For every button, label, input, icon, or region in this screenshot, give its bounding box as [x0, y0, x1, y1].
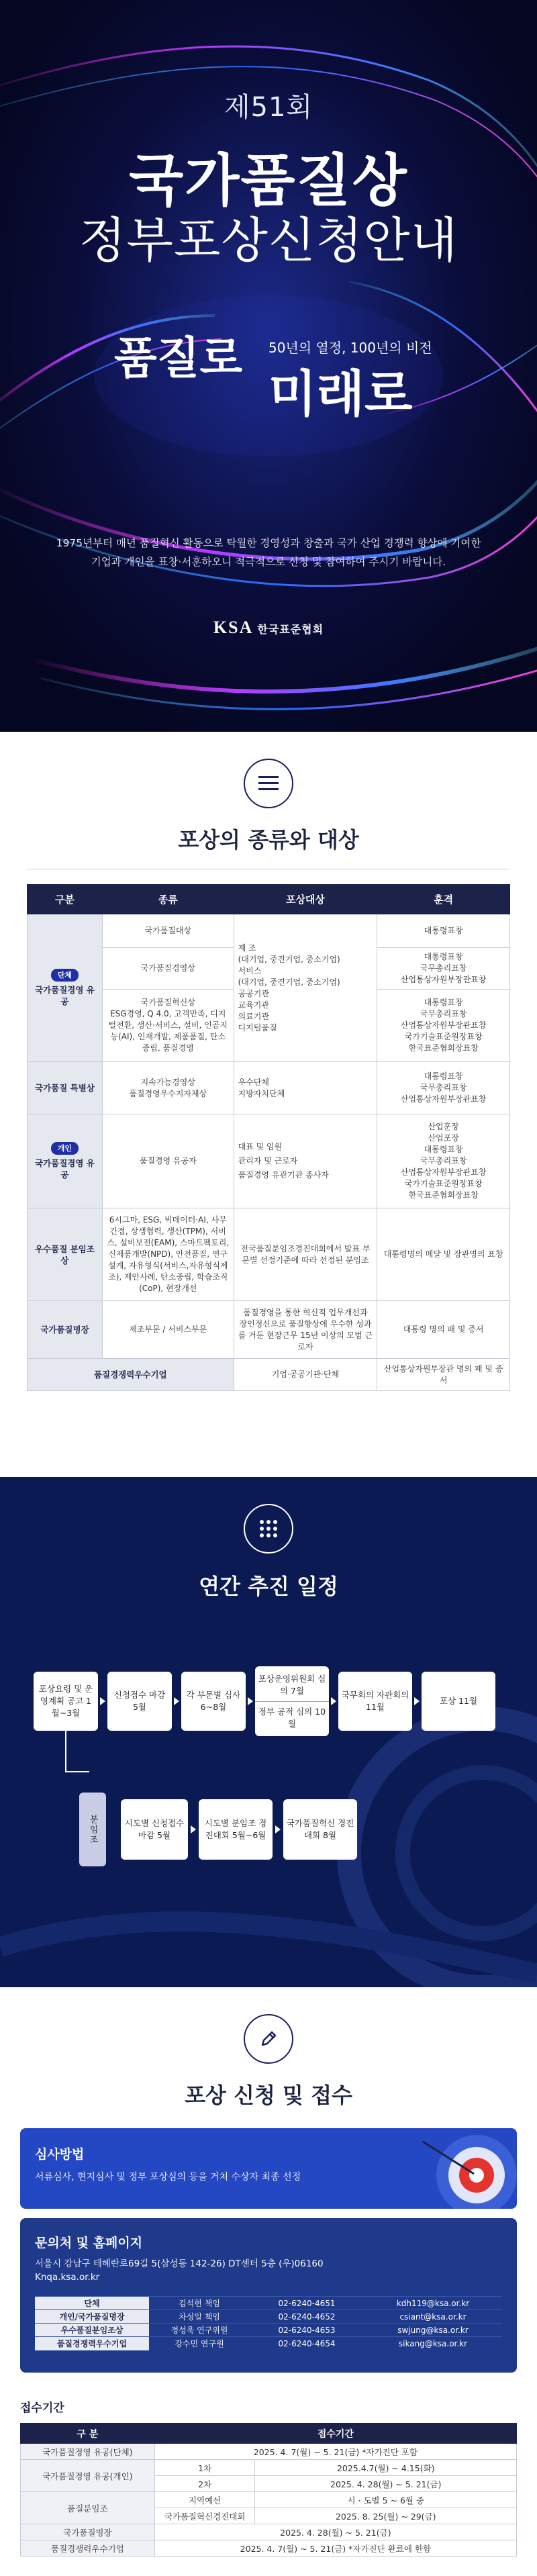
slogan-tagline: 50년의 열정, 100년의 비전: [268, 340, 432, 356]
category-cell: [28, 1114, 103, 1208]
step-announcement: 포상요령 및 운영계획 공고 1월~3월: [34, 1672, 98, 1731]
award-table: [27, 884, 510, 1391]
rank-line: 대통령표창: [424, 1145, 463, 1154]
table-row: [28, 1114, 510, 1208]
logo-mark: KSA: [213, 618, 254, 637]
target-line: 품질경영 유관기관 종사자: [238, 1170, 329, 1180]
target-line: 지방자치단체: [238, 1088, 285, 1098]
contact-email[interactable]: sikang@ksa.or.kr: [364, 2337, 502, 2350]
rank-cell: [377, 990, 510, 1062]
kind-cell: [102, 1062, 234, 1114]
kind-cell: 국가품질경영상: [102, 948, 234, 990]
step-national-contest: 국가품질혁신 경진대회 8월: [283, 1799, 357, 1860]
contact-phone[interactable]: 02-6240-4652: [250, 2310, 364, 2324]
table-row: [21, 2540, 517, 2557]
target-line: 교육기관: [238, 1000, 269, 1010]
period-category: 품질분임조: [21, 2492, 155, 2524]
rank-line: 대통령표창: [424, 952, 463, 961]
table-row: [21, 2460, 517, 2476]
header-target: 포상대상: [234, 885, 377, 914]
period-value: 2025. 4. 28(월) ~ 5. 21(금): [154, 2524, 516, 2540]
period-sub: 2차: [154, 2476, 255, 2492]
contact-table: [35, 2296, 502, 2350]
rank-cell: [377, 1114, 510, 1208]
rank-line: 산업통상자원부장관표창: [400, 1020, 487, 1030]
target-line: 대표 및 임원: [238, 1142, 283, 1151]
header-period: 접수기간: [154, 2424, 516, 2444]
target-line: 관리자 및 근로자: [238, 1156, 298, 1165]
period-table: [20, 2423, 517, 2557]
step-cabinet-meeting: 국무회의 자관회의 11월: [338, 1672, 412, 1731]
kind-cell: 제조부문 / 서비스부문: [102, 1301, 234, 1359]
header-category: 구분: [28, 885, 103, 914]
contact-phone[interactable]: 02-6240-4654: [250, 2337, 364, 2350]
category-cell: 국가품질명장: [28, 1301, 103, 1359]
award-types-section: [0, 732, 537, 1477]
table-row: [35, 2324, 502, 2337]
rank-line: 국무총리표창: [420, 963, 467, 973]
contact-email[interactable]: csiant@ksa.or.kr: [364, 2310, 502, 2324]
contact-address: [35, 2257, 324, 2284]
category-cell: [28, 914, 103, 1062]
step-regional-contest: 시도별 분임조 경진대회 5월~6월: [199, 1799, 273, 1860]
period-value: 2025. 8. 25(월) ~ 29(금): [255, 2508, 517, 2524]
rank-line: 대통령표창: [424, 1071, 463, 1081]
contact-email[interactable]: kdh119@ksa.or.kr: [364, 2297, 502, 2310]
table-row: [21, 2492, 517, 2508]
kind-title: 국가품질혁신상: [140, 998, 195, 1007]
target-cell: 기업·공공기관·단체: [234, 1359, 377, 1391]
table-row: [28, 1301, 510, 1359]
category-cell: 우수품질 분임조상: [28, 1208, 103, 1301]
kind-line: 품질경영우수지자체상: [129, 1088, 207, 1098]
rank-cell: [377, 1062, 510, 1114]
menu-lines-icon: [244, 759, 293, 808]
target-cell: [234, 1114, 377, 1208]
table-row: [35, 2297, 502, 2310]
review-method-desc: 서류심사, 현지심사 및 정부 포상심의 등을 거쳐 수상자 최종 선정: [35, 2172, 301, 2183]
target-cell: [234, 1062, 377, 1114]
slogan-word-2: 미래로: [268, 365, 413, 423]
period-sub: 국가품질혁신경진대회: [154, 2508, 255, 2524]
contact-title: 문의처 및 홈페이지: [35, 2236, 143, 2250]
table-row: [35, 2310, 502, 2324]
contact-category: 개인/국가품질명장: [35, 2310, 149, 2324]
rank-line: 산업훈장: [428, 1122, 459, 1131]
period-title: 접수기간: [20, 2401, 64, 2415]
target-line: 디지털품질: [238, 1022, 277, 1033]
target-line: 서비스: [238, 965, 262, 975]
rank-line: 국가기술표준원장표창: [404, 1032, 483, 1041]
contact-category: 품질경쟁력우수기업: [35, 2337, 149, 2350]
pencil-icon: [244, 2014, 293, 2064]
hero-slogan: [114, 322, 432, 423]
period-value: 2025.4.7(월) ~ 4.15(화): [255, 2460, 517, 2476]
hero-description: [40, 534, 497, 571]
arrow-right-icon: [191, 1825, 196, 1833]
category-cell: 국가품질 특별상: [28, 1062, 103, 1114]
target-line: 우수단체: [238, 1077, 269, 1087]
rank-line: 한국표준협회장표창: [408, 1043, 479, 1053]
step-application-deadline: 신청접수 마감 5월: [107, 1672, 172, 1731]
group-chip: 단체: [51, 969, 79, 982]
target-line: 공공기관: [238, 988, 269, 998]
table-row: [35, 2337, 502, 2350]
hero-description-line: 1975년부터 매년 품질혁신 활동으로 탁월한 경영성과 창출과 국가 산업 경쟁력 향상에 기여한: [56, 537, 481, 549]
connector-line: [65, 1771, 89, 1772]
target-line: 제 조: [238, 943, 256, 953]
contact-category: 단체: [35, 2297, 149, 2310]
connector-line: [65, 1731, 66, 1772]
period-value: 시 · 도별 5 ~ 6월 중: [255, 2492, 517, 2508]
kind-cell: [102, 990, 234, 1062]
rank-cell: 산업통상자원부장관 명의 패 및 증서: [377, 1359, 510, 1391]
period-sub: 지역예선: [154, 2492, 255, 2508]
category-name: 국가품질경영 유공: [34, 1158, 95, 1180]
rank-line: 국가기술표준원장표창: [404, 1179, 483, 1188]
application-section: [0, 1987, 537, 2576]
rank-line: 산업포장: [428, 1133, 459, 1143]
rank-line: 산업통상자원부장관표창: [400, 975, 487, 984]
hero-description-line: 기업과 개인을 표창·서훈하오니 적극적으로 신청 및 참여하여 주시기 바랍니다.: [91, 556, 446, 568]
table-row: [28, 1208, 510, 1301]
step-category-review: 각 부문별 심사 6~8월: [181, 1672, 246, 1731]
contact-box: [20, 2218, 517, 2373]
rank-cell: 대통령표창: [377, 914, 510, 948]
period-value: 2025. 4. 7(월) ~ 5. 21(금) *자가진단 포함: [154, 2444, 516, 2460]
contact-person: 김석현 책임: [149, 2297, 250, 2310]
slogan-word-1: 품질로: [114, 332, 243, 384]
hero-edition: 제51회: [224, 92, 313, 123]
arrow-right-icon: [100, 1697, 105, 1705]
rank-line: 국무총리표창: [420, 1009, 467, 1018]
rank-cell: 대통령 명의 패 및 증서: [377, 1301, 510, 1359]
target-line: (대기업, 중견기업, 중소기업): [238, 977, 340, 987]
arrow-right-icon: [174, 1697, 179, 1705]
annual-schedule-section: [0, 1477, 537, 1987]
arrow-right-icon: [414, 1697, 420, 1705]
step-committee-review: [255, 1666, 329, 1736]
step-regional-deadline: 시도별 신청접수 마감 5월: [121, 1799, 188, 1860]
header-category: 구 분: [21, 2424, 155, 2444]
hero-subtitle: 정부포상신청안내: [79, 212, 458, 269]
contact-person: 정성욱 연구위원: [149, 2324, 250, 2337]
address-text: 서울시 강남구 테헤란로69길 5(삼성동 142-26) DT센터 5층 (우)06160: [35, 2258, 324, 2269]
contact-person: 차성일 책임: [149, 2310, 250, 2324]
period-category: 국가품질경영 유공(개인): [21, 2460, 155, 2492]
contact-category: 우수품질분임조상: [35, 2324, 149, 2337]
kind-cell: 품질경영 유공자: [102, 1114, 234, 1208]
rank-cell: 대통령명의 메달 및 장관명의 표창: [377, 1208, 510, 1301]
hero-title: 국가품질상: [129, 148, 408, 213]
period-value: 2025. 4. 28(월) ~ 5. 21(금): [255, 2476, 517, 2492]
target-cell: [234, 914, 377, 1062]
rank-cell: [377, 948, 510, 990]
kind-desc: ESG경영, Q 4.0, 고객만족, 디지털전환, 생산·서비스, 설비, 인공지능(AI), 인재개발, 제품품질, 탄소중립, 품질경영: [108, 1009, 228, 1053]
period-value: 2025. 4. 7(월) ~ 5. 21(금) *자가진단 완료에 한함: [154, 2540, 516, 2557]
rank-line: 국무총리표창: [420, 1083, 467, 1092]
table-row: [21, 2524, 517, 2540]
target-cell: 전국품질분임조경진대회에서 발표 부문별 선정기준에 따라 선정된 분임조: [234, 1208, 377, 1301]
branch-label-team: 분임조: [79, 1793, 106, 1866]
arrow-right-icon: [331, 1697, 336, 1705]
category-name: 국가품질경영 유공: [34, 985, 95, 1006]
hero-banner: [0, 0, 537, 732]
table-header-row: [28, 885, 510, 914]
rank-line: 한국표준협회장표창: [408, 1190, 479, 1200]
table-row: [28, 1062, 510, 1114]
review-method-box: [20, 2128, 517, 2209]
step-ceremony: 포상 11월: [422, 1672, 495, 1731]
target-dart-icon: [342, 2128, 517, 2209]
contact-phone[interactable]: 02-6240-4651: [250, 2297, 364, 2310]
ksa-logo: [0, 618, 537, 638]
period-category: 국가품질명장: [21, 2524, 155, 2540]
contact-person: 강수민 연구원: [149, 2337, 250, 2350]
rank-line: 산업통상자원부장관표창: [400, 1167, 487, 1177]
header-kind: 종류: [102, 885, 234, 914]
period-sub: 1차: [154, 2460, 255, 2476]
header-rank: 훈격: [377, 885, 510, 914]
committee-review-label: 포상운영위원회 심의 7월: [255, 1669, 329, 1702]
kind-cell: 국가품질대상: [102, 914, 234, 948]
target-line: 의료기관: [238, 1011, 269, 1021]
category-cell: 품질경쟁력우수기업: [28, 1359, 234, 1391]
rank-line: 산업통상자원부장관표창: [400, 1094, 487, 1104]
contact-phone[interactable]: 02-6240-4653: [250, 2324, 364, 2337]
review-method-title: 심사방법: [35, 2147, 85, 2162]
target-cell: 품질경영을 통한 혁신적 업무개선과 장인정신으로 품질향상에 우수한 성과를 거둔 현장근무 15년 이상의 모범 근로자: [234, 1301, 377, 1359]
dots-grid-icon: [244, 1504, 293, 1554]
period-category: 국가품질경영 유공(단체): [21, 2444, 155, 2460]
table-header-row: [21, 2424, 517, 2444]
contact-email[interactable]: swjung@ksa.or.kr: [364, 2324, 502, 2337]
kind-line: 지속가능경영상: [140, 1077, 195, 1087]
target-line: (대기업, 중견기업, 중소기업): [238, 954, 340, 964]
award-section-title: 포상의 종류와 대상: [178, 827, 359, 853]
table-row: [28, 914, 510, 948]
logo-name: 한국표준협회: [257, 623, 324, 636]
group-chip: 개인: [51, 1142, 79, 1155]
schedule-section-title: 연간 추진 일정: [199, 1574, 338, 1599]
rank-line: 대통령표창: [424, 998, 463, 1007]
kind-cell: 6시그마, ESG, 빅데이터·AI, 사무간접, 상생협력, 생산(TPM), 서비스, 설비보전(EAM), 스마트팩토리, 신제품개발(NPD), 안전품질, 연구설계, 자유형식(서비스,자유형식제조), 제안사례, 탄소중립, 학습조직(CoP), 현장개선: [102, 1208, 234, 1301]
rank-line: 국무총리표창: [420, 1156, 467, 1165]
table-row: [21, 2444, 517, 2460]
arrow-right-icon: [275, 1825, 281, 1833]
arrow-right-icon: [248, 1697, 253, 1705]
homepage-link[interactable]: Knqa.ksa.or.kr: [35, 2272, 100, 2283]
period-category: 품질경쟁력우수기업: [21, 2540, 155, 2557]
table-row: [28, 1359, 510, 1391]
application-section-title: 포상 신청 및 접수: [185, 2083, 352, 2108]
government-review-label: 정부 공적 심의 10월: [258, 1706, 326, 1729]
